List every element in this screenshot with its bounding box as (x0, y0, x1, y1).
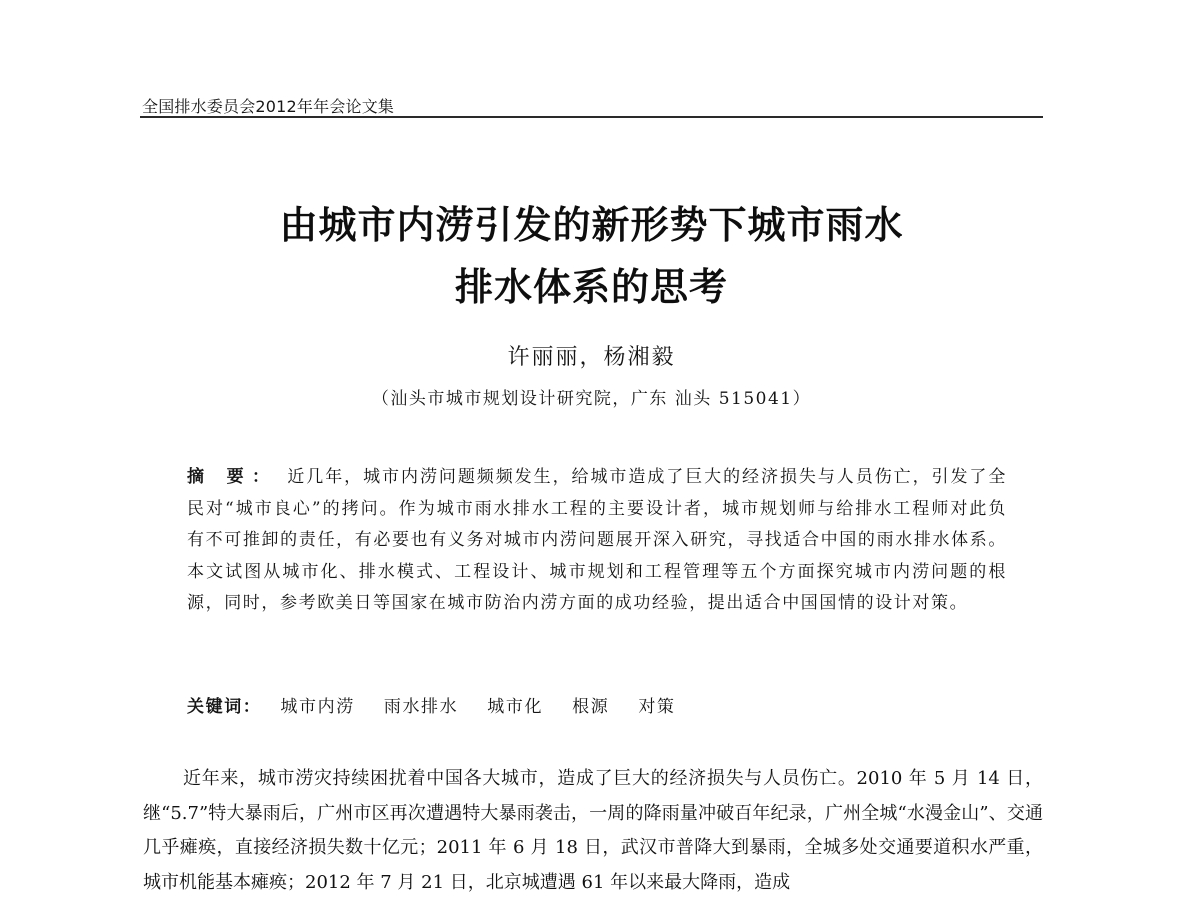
paper-title-line-1: 由城市内涝引发的新形势下城市雨水 (279, 203, 904, 247)
running-header: 全国排水委员会2012年年会论文集 (142, 97, 395, 116)
paper-title-line-2: 排水体系的思考 (454, 265, 728, 309)
keyword: 对策 (638, 697, 676, 717)
abstract-label: 摘 要： (187, 467, 278, 487)
authors: 许丽丽，杨湘毅 (507, 345, 676, 370)
keywords-label: 关键词： (187, 697, 262, 717)
keyword: 城市化 (487, 697, 544, 717)
keyword: 城市内涝 (280, 697, 355, 717)
keyword: 雨水排水 (383, 697, 459, 717)
abstract (187, 462, 1007, 620)
header-divider (140, 116, 1043, 118)
body-paragraph: 近年来，城市涝灾持续困扰着中国各大城市，造成了巨大的经济损失与人员伤亡。2010 年 5 月 14 日，继“5.7”特大暴雨后，广州市区再次遭遇特大暴雨袭击，一周的降雨量冲破百年纪录，广州全城“水漫金山”、交通几乎瘫痪，直接经济损失数十亿元；2011 年 6 月 18 日，武汉市普降大到暴雨，全城多处交通要道积水严重，城市机能基本瘫痪；2012 年 7 月 21 日，北京城遭遇 61 年以来最大降雨，造成 (143, 768, 1043, 893)
abstract-text: 近几年，城市内涝问题频频发生，给城市造成了巨大的经济损失与人员伤亡，引发了全民对“城市良心”的拷问。作为城市雨水排水工程的主要设计者，城市规划师与给排水工程师对此负有不可推卸的责任，有必要也有义务对城市内涝问题展开深入研究，寻找适合中国的雨水排水体系。本文试图从城市化、排水模式、工程设计、城市规划和工程管理等五个方面探究城市内涝问题的根源，同时，参考欧美日等国家在城市防治内涝方面的成功经验，提出适合中国国情的设计对策。 (187, 467, 1007, 614)
keywords (187, 692, 1007, 717)
affiliation: （汕头市城市规划设计研究院，广东 汕头 515041） (371, 389, 812, 409)
keyword: 根源 (572, 697, 610, 717)
